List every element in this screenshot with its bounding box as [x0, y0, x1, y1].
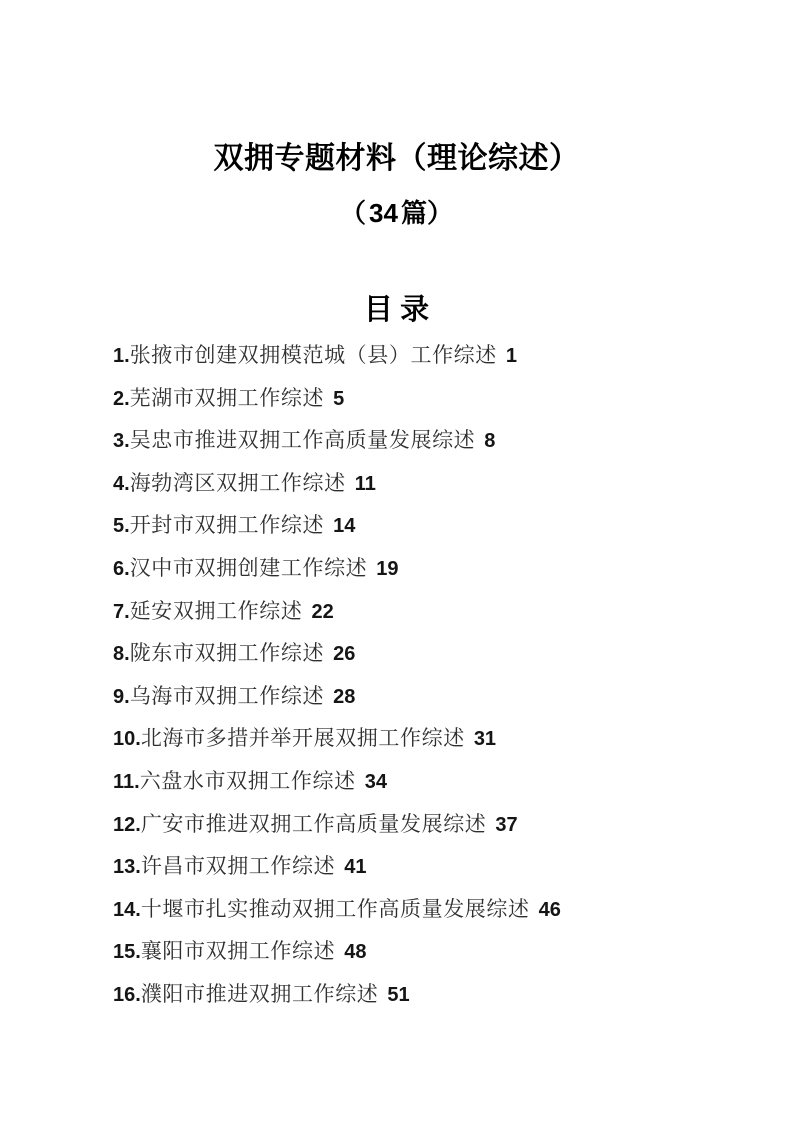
toc-item-page: 51 — [387, 983, 410, 1006]
toc-item[interactable] — [113, 675, 713, 718]
toc-item-number: 11. — [113, 770, 140, 793]
toc-item-page: 1 — [505, 345, 518, 367]
toc-item-number: 16. — [113, 983, 141, 1006]
document-subtitle — [0, 198, 793, 229]
toc-item[interactable] — [113, 419, 713, 462]
toc-list — [113, 334, 713, 1016]
toc-item-title: 芜湖市双拥工作综述 — [129, 385, 325, 410]
toc-heading: 目 录 — [363, 294, 430, 327]
toc-item-page: 5 — [333, 387, 345, 410]
toc-item-title: 乌海市双拥工作综述 — [129, 683, 325, 708]
toc-item-title: 张掖市创建双拥模范城（县）工作综述 — [129, 343, 497, 367]
toc-item-page: 8 — [484, 430, 496, 453]
toc-item-title: 海勃湾区双拥工作综述 — [129, 470, 346, 495]
toc-item-page: 28 — [333, 685, 356, 708]
toc-item-number: 8. — [113, 643, 130, 666]
toc-item-number: 15. — [113, 941, 141, 964]
toc-item-page: 34 — [364, 770, 387, 793]
toc-item-page: 19 — [376, 557, 399, 580]
toc-item-title: 六盘水市双拥工作综述 — [139, 768, 356, 793]
toc-item-title: 吴忠市推进双拥工作高质量发展综述 — [129, 428, 476, 453]
toc-item-title: 北海市多措并举开展双拥工作综述 — [140, 726, 465, 751]
toc-item-title: 汉中市双拥创建工作综述 — [129, 555, 368, 580]
toc-item[interactable] — [113, 504, 713, 547]
toc-item-title: 延安双拥工作综述 — [129, 598, 303, 623]
toc-item-number: 12. — [113, 813, 141, 836]
toc-item-page: 41 — [344, 856, 367, 879]
toc-item[interactable] — [113, 888, 713, 931]
toc-item-title: 陇东市双拥工作综述 — [129, 641, 325, 666]
toc-item-number: 10. — [113, 728, 141, 751]
toc-item-number: 9. — [113, 685, 130, 708]
toc-item-page: 26 — [333, 643, 356, 666]
subtitle-open-paren: （ — [340, 199, 367, 228]
toc-item[interactable] — [113, 334, 713, 377]
toc-item-page: 31 — [473, 728, 497, 751]
toc-item-number: 6. — [113, 557, 130, 580]
toc-item-title: 襄阳市双拥工作综述 — [140, 939, 336, 964]
toc-item-number: 3. — [113, 430, 130, 453]
toc-item-number: 7. — [113, 600, 130, 623]
toc-item-page: 48 — [344, 941, 367, 964]
toc-item-title: 广安市推进双拥工作高质量发展综述 — [140, 811, 487, 836]
toc-item[interactable] — [113, 590, 713, 633]
toc-item-page: 11 — [354, 472, 376, 495]
toc-item-number: 14. — [113, 898, 141, 921]
toc-item-title: 濮阳市推进双拥工作综述 — [140, 981, 379, 1006]
toc-item-number: 13. — [113, 856, 141, 879]
toc-item[interactable] — [113, 845, 713, 888]
toc-item-number: 5. — [113, 515, 130, 538]
toc-item-title: 十堰市扎实推动双拥工作高质量发展综述 — [140, 896, 530, 921]
toc-item[interactable] — [113, 547, 713, 590]
document-title: 双拥专题材料（理论综述） — [213, 142, 580, 176]
toc-item[interactable] — [113, 632, 713, 675]
toc-item[interactable] — [113, 377, 713, 420]
toc-item-page: 22 — [311, 600, 334, 623]
toc-item-number: 2. — [113, 387, 130, 410]
toc-item-page: 37 — [495, 813, 518, 836]
toc-item[interactable] — [113, 930, 713, 973]
toc-item-title: 开封市双拥工作综述 — [129, 513, 325, 538]
toc-item[interactable] — [113, 717, 713, 760]
subtitle-close: 篇） — [400, 199, 453, 228]
toc-item-page: 46 — [538, 898, 561, 921]
toc-item-title: 许昌市双拥工作综述 — [140, 854, 336, 879]
subtitle-count: 34 — [369, 198, 398, 228]
toc-item[interactable] — [113, 760, 713, 803]
toc-item-page: 14 — [333, 515, 356, 538]
toc-item-number: 4. — [113, 472, 130, 495]
toc-item[interactable] — [113, 803, 713, 846]
toc-item[interactable] — [113, 973, 713, 1016]
toc-item-number: 1. — [113, 345, 130, 367]
toc-item[interactable] — [113, 462, 713, 505]
